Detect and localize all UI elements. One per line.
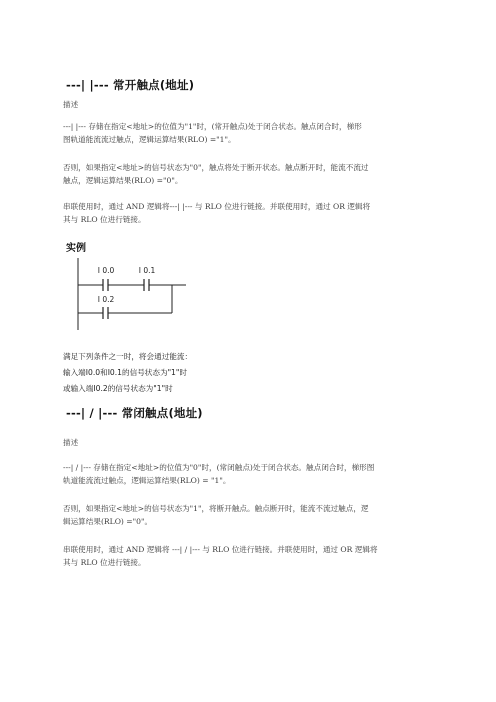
text-line: 串联使用时，通过 AND 逻辑将---| |--- 与 RLO 位进行链接。并联使用时，通过 OR 逻辑将 <box>63 202 371 211</box>
text-line: 图轨道能流流过触点，逻辑运算结果(RLO) ="1"。 <box>63 135 236 144</box>
text-line: ---| / |--- 存储在指定<地址>的位值为"0"时，(常闭触点)处于闭合状态。触点闭合时，梯形图 <box>63 463 375 472</box>
text-line: 否则，如果指定<地址>的信号状态为"1"，将断开触点。触点断开时，能流不流过触点，逻 <box>63 504 369 513</box>
section2-heading: ---| / |--- 常闭触点(地址) <box>66 406 203 420</box>
section1-desc-label: 描述 <box>63 100 79 109</box>
text-line: 辑运算结果(RLO) ="0"。 <box>63 517 153 526</box>
contact-label-i00: I 0.0 <box>97 266 115 275</box>
section2-paragraph-3 <box>63 543 435 569</box>
text-line: 否则，如果指定<地址>的信号状态为"0"，触点将处于断开状态。触点断开时，能流不流过 <box>63 163 369 172</box>
example-note-1: 满足下列条件之一时，将会通过能流： <box>63 352 193 361</box>
section1-paragraph-1 <box>63 120 435 146</box>
example-title: 实例 <box>66 243 86 254</box>
text-line: 触点，逻辑运算结果(RLO) ="0"。 <box>63 176 183 185</box>
ladder-diagram <box>60 258 200 334</box>
text-line: 轨道能流流过触点，逻辑运算结果(RLO) = "1"。 <box>63 476 231 485</box>
example-note-3: 或输入端I0.2的信号状态为"1"时 <box>63 384 173 393</box>
text-line: 其与 RLO 位进行链接。 <box>63 558 146 567</box>
section2-paragraph-2 <box>63 502 435 528</box>
text-line: ---| |--- 存储在指定<地址>的位值为"1"时，(常开触点)处于闭合状态。触点闭合时，梯形 <box>63 122 362 131</box>
section1-paragraph-2 <box>63 161 435 187</box>
text-line: 串联使用时，通过 AND 逻辑将 ---| / |--- 与 RLO 位进行链接。并联使用时，通过 OR 逻辑将 <box>63 545 378 554</box>
contact-label-i01: I 0.1 <box>138 266 156 275</box>
section2-desc-label: 描述 <box>63 438 79 447</box>
contact-label-i02: I 0.2 <box>97 295 115 304</box>
text-line: 其与 RLO 位进行链接。 <box>63 215 146 224</box>
section2-paragraph-1 <box>63 461 435 487</box>
section1-heading: ---| |--- 常开触点(地址) <box>66 78 195 92</box>
section1-paragraph-3 <box>63 200 435 226</box>
example-note-2: 输入端I0.0和I0.1的信号状态为"1"时 <box>63 368 187 377</box>
